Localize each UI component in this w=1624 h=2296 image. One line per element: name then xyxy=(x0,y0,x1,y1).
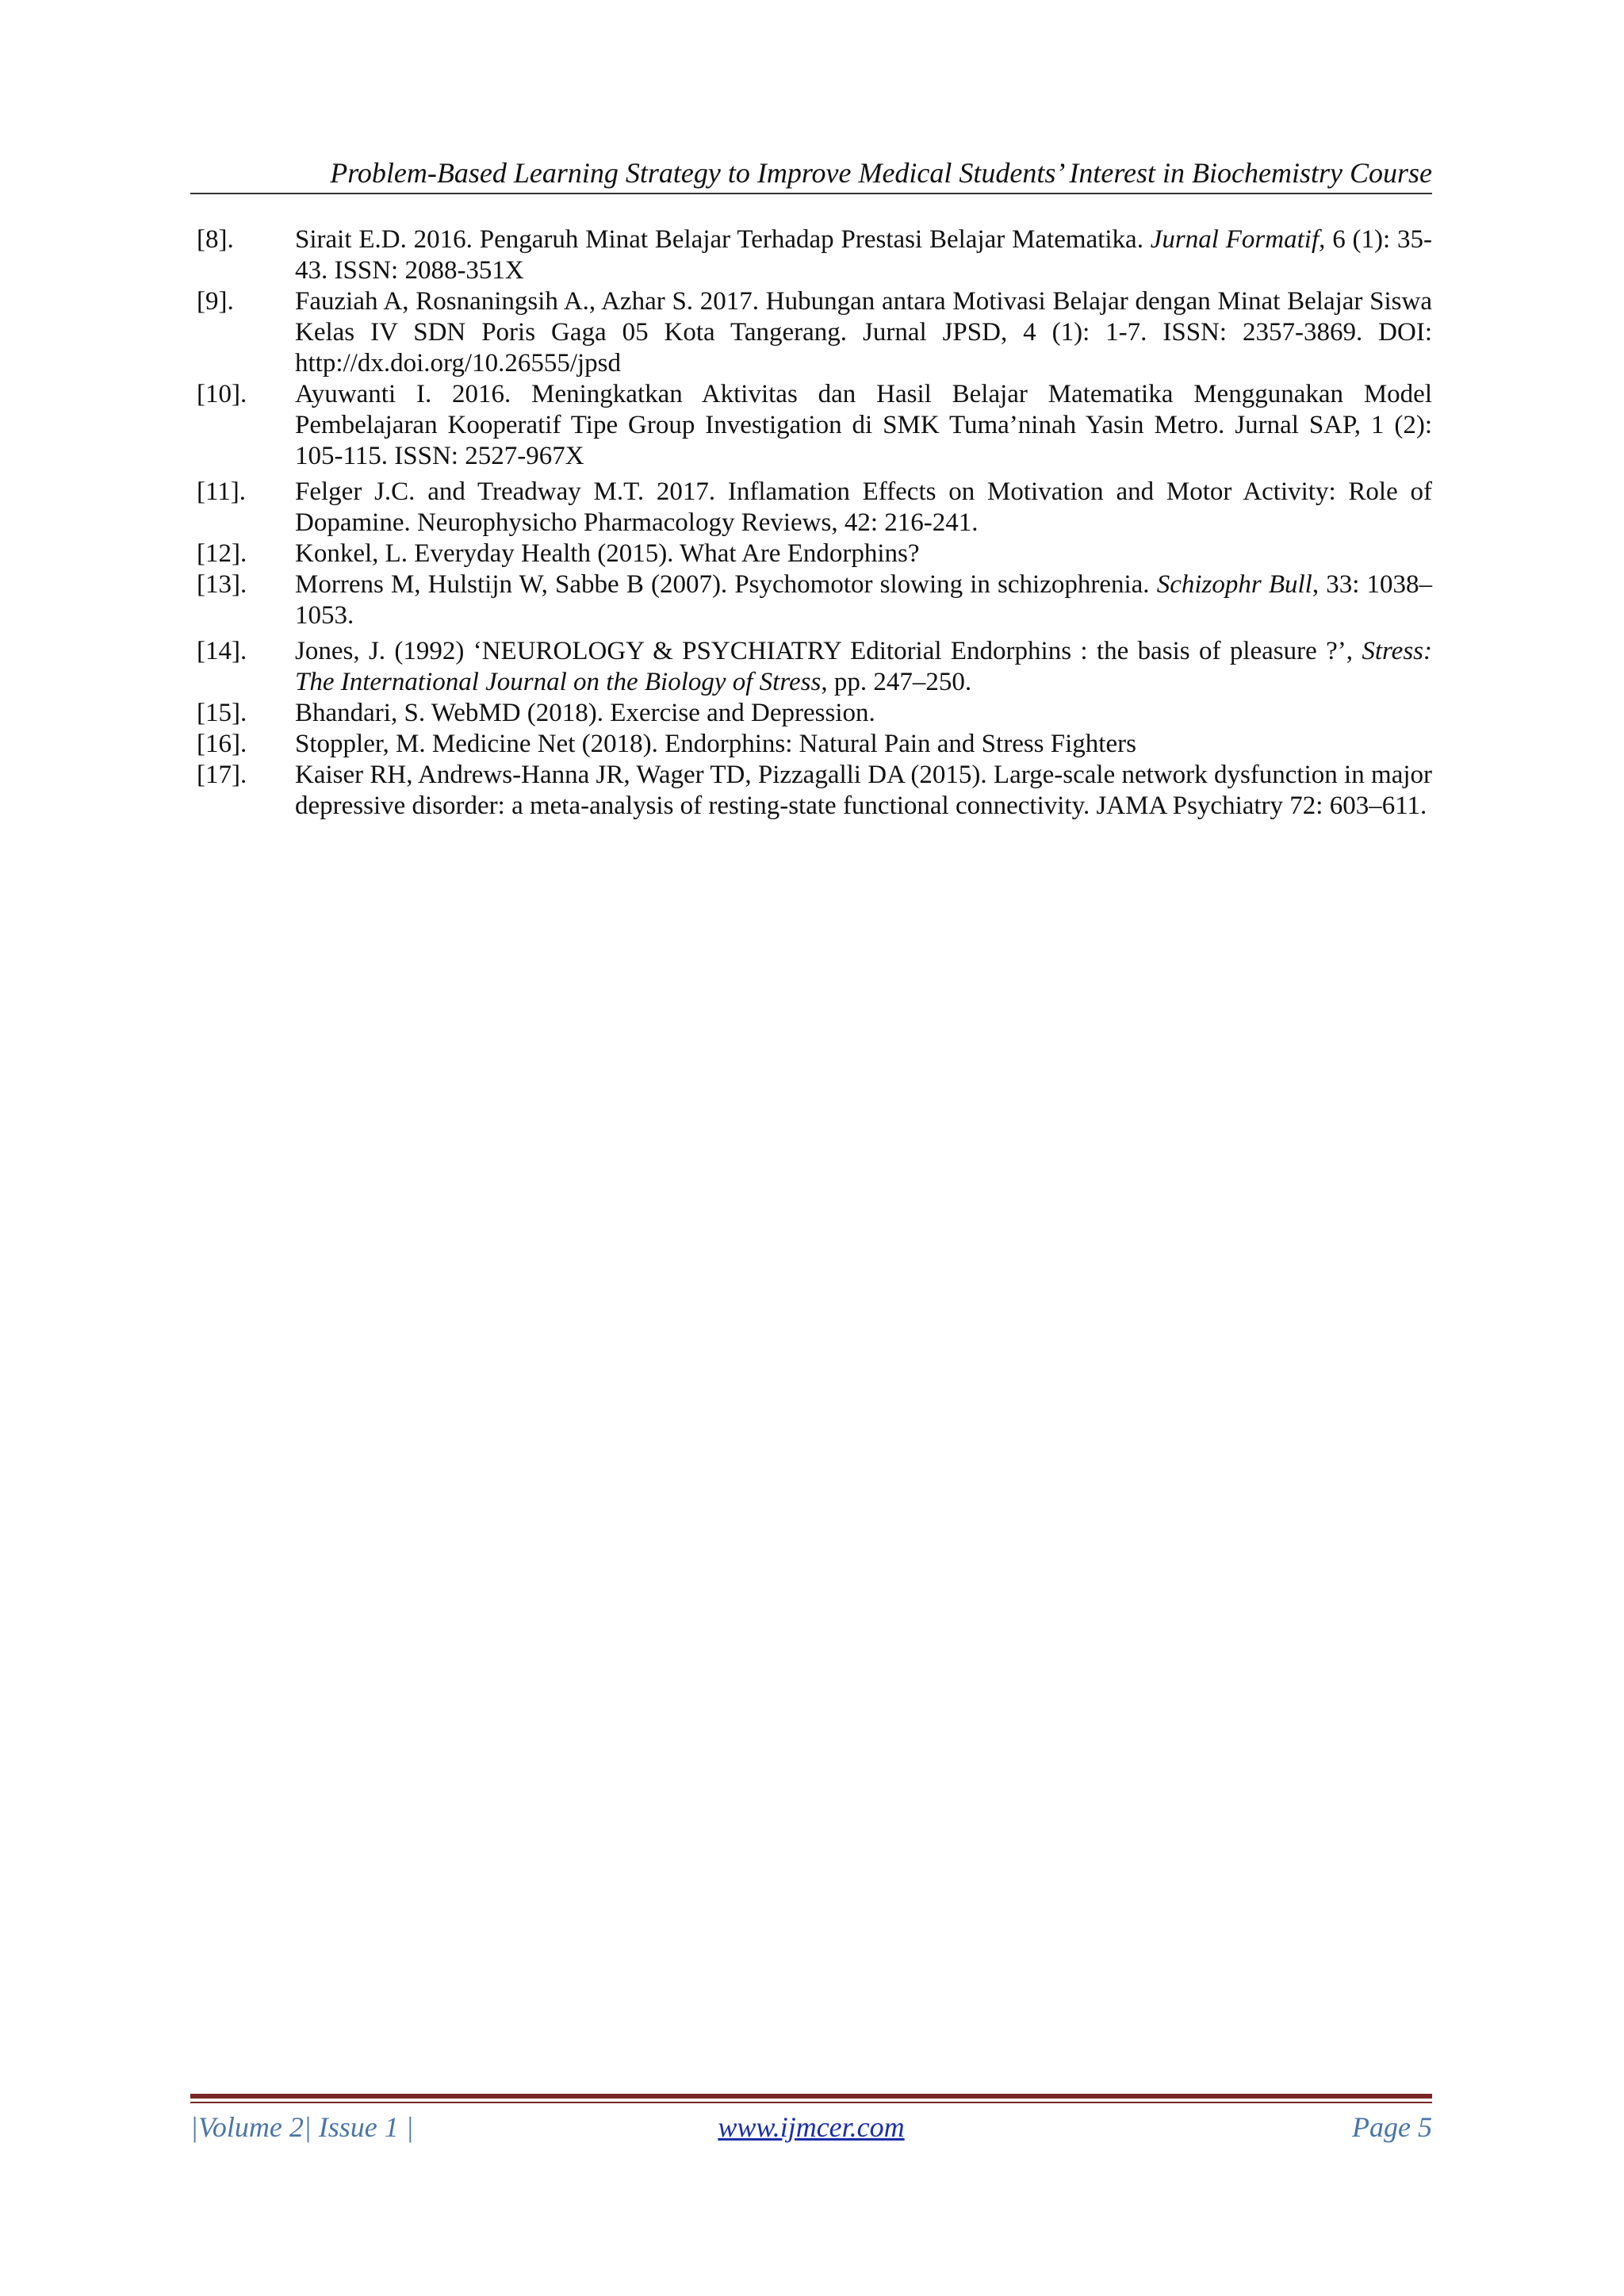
reference-text-segment: , pp. 247–250. xyxy=(821,668,972,696)
reference-number: [8]. xyxy=(197,225,234,254)
reference-item xyxy=(197,698,1432,729)
reference-item xyxy=(197,477,1432,539)
reference-text-segment: Felger J.C. and Treadway M.T. 2017. Inflamation Effects on Motivation and Motor Activity: Role of Dopamine. Neurophysicho Pharmacology Reviews, 42: 216-241. xyxy=(295,477,1432,537)
reference-number: [14]. xyxy=(197,637,247,665)
reference-item xyxy=(197,729,1432,760)
reference-text-segment: 6 (1): 35-43. ISSN: 2088-351X xyxy=(295,225,1432,285)
footer-website-link[interactable]: www.ijmcer.com xyxy=(718,2111,905,2143)
reference-text-segment: Stoppler, M. Medicine Net (2018). Endorphins: Natural Pain and Stress Fighters xyxy=(295,730,1136,758)
reference-item xyxy=(197,286,1432,379)
reference-text-segment: Morrens M, Hulstijn W, Sabbe B (2007). Psychomotor slowing in schizophrenia. xyxy=(295,570,1157,599)
footer-rule xyxy=(190,2094,1432,2099)
reference-text xyxy=(295,698,1432,729)
reference-item xyxy=(197,224,1432,286)
reference-text xyxy=(295,539,1432,569)
reference-text xyxy=(295,477,1432,539)
reference-text xyxy=(295,729,1432,760)
reference-number: [10]. xyxy=(197,380,247,408)
reference-text-segment: Kaiser RH, Andrews-Hanna JR, Wager TD, Pizzagalli DA (2015). Large-scale network dysfunction in major depressive disorder: a meta-analysis of resting-state functional connectivity. JAMA Psychiatry 72: 603–611. xyxy=(295,761,1432,820)
reference-item xyxy=(197,539,1432,569)
reference-number: [16]. xyxy=(197,730,247,758)
footer-volume: |Volume 2| Issue 1 | xyxy=(190,2111,414,2143)
reference-text-segment: Konkel, L. Everyday Health (2015). What Are Endorphins? xyxy=(295,539,920,568)
reference-number: [17]. xyxy=(197,761,247,789)
reference-text xyxy=(295,224,1432,286)
reference-text-segment: Fauziah A, Rosnaningsih A., Azhar S. 2017. Hubungan antara Motivasi Belajar dengan Minat Belajar Siswa Kelas IV SDN Poris Gaga 05 Kota Tangerang. Jurnal JPSD, 4 (1): 1-7. ISSN: 2357-3869. DOI: http://dx.doi.org/10.26555/jpsd xyxy=(295,287,1432,378)
reference-text-segment: Bhandari, S. WebMD (2018). Exercise and Depression. xyxy=(295,699,875,727)
reference-italic-text: Stress: The International Journal on the Biology of Stress xyxy=(295,637,1432,696)
reference-list xyxy=(197,224,1432,822)
reference-italic-text: Schizophr Bull xyxy=(1156,570,1312,599)
reference-text xyxy=(295,379,1432,472)
reference-text xyxy=(295,569,1432,631)
reference-text-segment: Ayuwanti I. 2016. Meningkatkan Aktivitas dan Hasil Belajar Matematika Menggunakan Model Pembelajaran Kooperatif Tipe Group Investigation di SMK Tuma’ninah Yasin Metro. Jurnal SAP, 1 (2): 105-115. ISSN: 2527-967X xyxy=(295,380,1432,470)
reference-item xyxy=(197,379,1432,472)
reference-number: [12]. xyxy=(197,539,247,568)
reference-italic-text: Jurnal Formatif, xyxy=(1150,225,1326,254)
reference-item xyxy=(197,569,1432,631)
footer-page-number: Page 5 xyxy=(1352,2111,1432,2143)
reference-text xyxy=(295,636,1432,698)
reference-item xyxy=(197,760,1432,822)
reference-text xyxy=(295,286,1432,379)
footer-rule-thin xyxy=(190,2102,1432,2103)
reference-text-segment: Sirait E.D. 2016. Pengaruh Minat Belajar Terhadap Prestasi Belajar Matematika. xyxy=(295,225,1151,254)
running-header: Problem-Based Learning Strategy to Improve Medical Students’ Interest in Biochemistry Course xyxy=(330,157,1432,189)
reference-text-segment: Jones, J. (1992) ‘NEUROLOGY & PSYCHIATRY Editorial Endorphins : the basis of pleasure ?’, xyxy=(295,637,1362,665)
reference-number: [11]. xyxy=(197,477,247,506)
reference-item xyxy=(197,636,1432,698)
reference-text-segment: , 33: 1038–1053. xyxy=(295,570,1432,630)
reference-number: [9]. xyxy=(197,287,234,316)
reference-number: [13]. xyxy=(197,570,247,599)
reference-number: [15]. xyxy=(197,699,247,727)
reference-text xyxy=(295,760,1432,822)
header-rule xyxy=(190,193,1432,194)
